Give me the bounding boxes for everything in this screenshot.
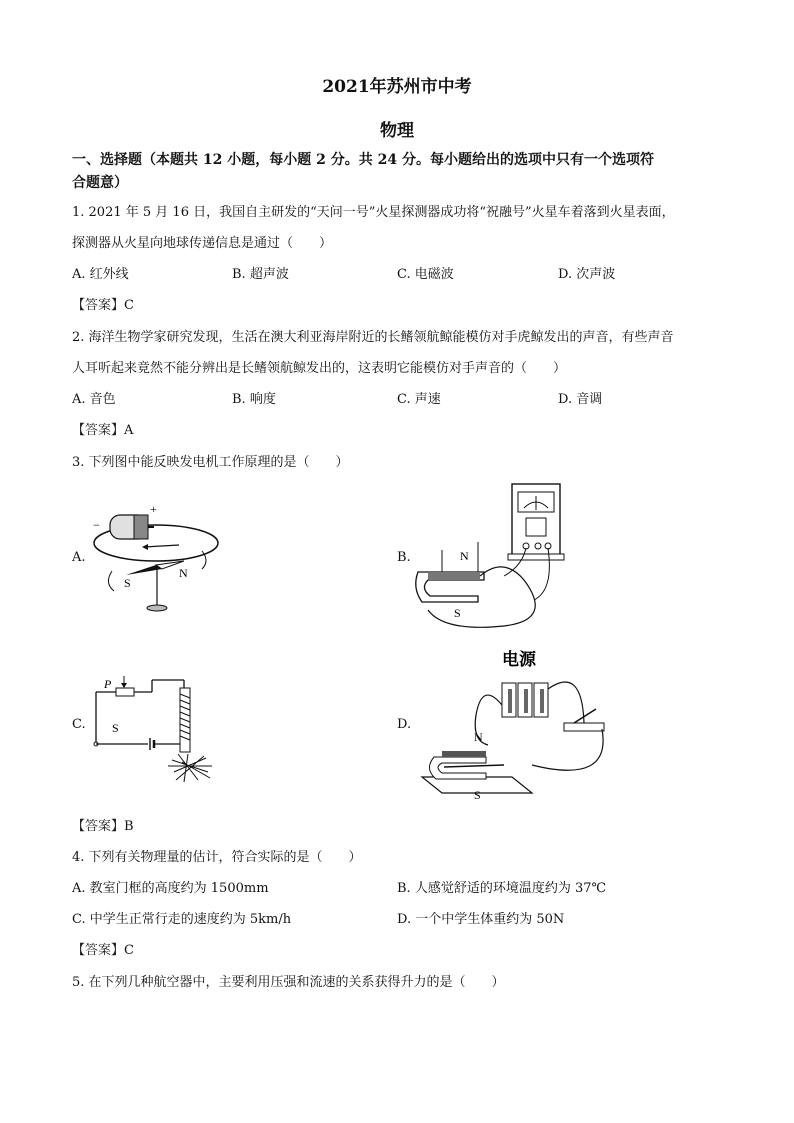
magnet-s-label: S bbox=[454, 606, 461, 620]
rheostat bbox=[116, 688, 134, 696]
battery-minus-label: − bbox=[93, 518, 100, 532]
question-stem: 探测器从火星向地球传递信息是通过（ ） bbox=[72, 236, 333, 251]
option-d: D. 一个中学生体重约为 50N bbox=[397, 912, 565, 927]
answer-value: A bbox=[124, 423, 134, 438]
answer-tag: 【答案】 bbox=[72, 423, 125, 438]
answer-tag: 【答案】 bbox=[72, 298, 125, 313]
subject-title: 物理 bbox=[380, 121, 414, 141]
figure-label-b: B. bbox=[397, 550, 411, 565]
u-magnet bbox=[429, 757, 486, 779]
iron-filings bbox=[168, 754, 212, 782]
option-b: B. 响度 bbox=[232, 392, 276, 407]
option-b: B. 超声波 bbox=[232, 267, 289, 282]
needle-n-label: N bbox=[179, 566, 188, 580]
document-title: 2021年苏州市中考 bbox=[322, 77, 472, 97]
option-c: C. 电磁波 bbox=[397, 267, 454, 282]
question-stem: 4. 下列有关物理量的估计，符合实际的是（ ） bbox=[72, 850, 362, 865]
switch-s-label: S bbox=[112, 721, 119, 735]
answer-tag: 【答案】 bbox=[72, 943, 125, 958]
answer-line bbox=[72, 939, 134, 958]
answer-tag: 【答案】 bbox=[72, 819, 125, 834]
answer-value: B bbox=[124, 819, 134, 834]
figure-b-generator bbox=[414, 480, 574, 630]
figure-label-d: D. bbox=[397, 717, 412, 732]
answer-value: C bbox=[124, 298, 134, 313]
power-source-label: 电源 bbox=[502, 650, 536, 670]
battery-plus-label: + bbox=[150, 502, 157, 516]
figure-d-motor bbox=[412, 645, 622, 805]
magnet-n-label: N bbox=[460, 549, 469, 563]
question-stem: 1. 2021 年 5 月 16 日，我国自主研发的“天问一号”火星探测器成功将“祝融号”火星车着落到火星表面， bbox=[72, 205, 675, 220]
figure-a-oersted bbox=[84, 495, 224, 615]
option-a: A. 教室门框的高度约为 1500mm bbox=[72, 881, 269, 896]
answer-line bbox=[72, 815, 134, 834]
option-a: A. 红外线 bbox=[72, 267, 129, 282]
option-b: B. 人感觉舒适的环境温度约为 37℃ bbox=[397, 881, 607, 896]
question-stem: 5. 在下列几种航空器中，主要利用压强和流速的关系获得升力的是（ ） bbox=[72, 975, 505, 990]
figure-label-c: C. bbox=[72, 717, 86, 732]
option-c: C. 声速 bbox=[397, 392, 441, 407]
figure-c-electromagnet bbox=[88, 668, 228, 788]
question-stem: 2. 海洋生物学家研究发现，生活在澳大利亚海岸附近的长鳍领航鲸能模仿对手虎鲸发出的声音，有些声音 bbox=[72, 330, 674, 345]
question-stem: 人耳听起来竟然不能分辨出是长鳍领航鲸发出的，这表明它能模仿对手声音的（ ） bbox=[72, 361, 567, 376]
answer-line bbox=[72, 294, 134, 313]
rheostat-p-label: P bbox=[104, 677, 112, 691]
section-title: 一、选择题（本题共 12 小题，每小题 2 分。共 24 分。每小题给出的选项中只有一个选项符 bbox=[72, 152, 654, 168]
option-d: D. 次声波 bbox=[558, 267, 616, 282]
section-title-cont: 合题意） bbox=[72, 175, 128, 191]
switch bbox=[564, 723, 604, 731]
needle-s-label: S bbox=[124, 576, 131, 590]
question-stem: 3. 下列图中能反映发电机工作原理的是（ ） bbox=[72, 455, 349, 470]
option-d: D. 音调 bbox=[558, 392, 603, 407]
figure-label-a: A. bbox=[72, 550, 86, 565]
answer-value: C bbox=[124, 943, 134, 958]
magnet-n-label: N bbox=[474, 730, 483, 744]
option-a: A. 音色 bbox=[72, 392, 116, 407]
option-c: C. 中学生正常行走的速度约为 5km/h bbox=[72, 912, 292, 927]
answer-line bbox=[72, 419, 133, 438]
magnet-s-label: S bbox=[474, 788, 481, 802]
